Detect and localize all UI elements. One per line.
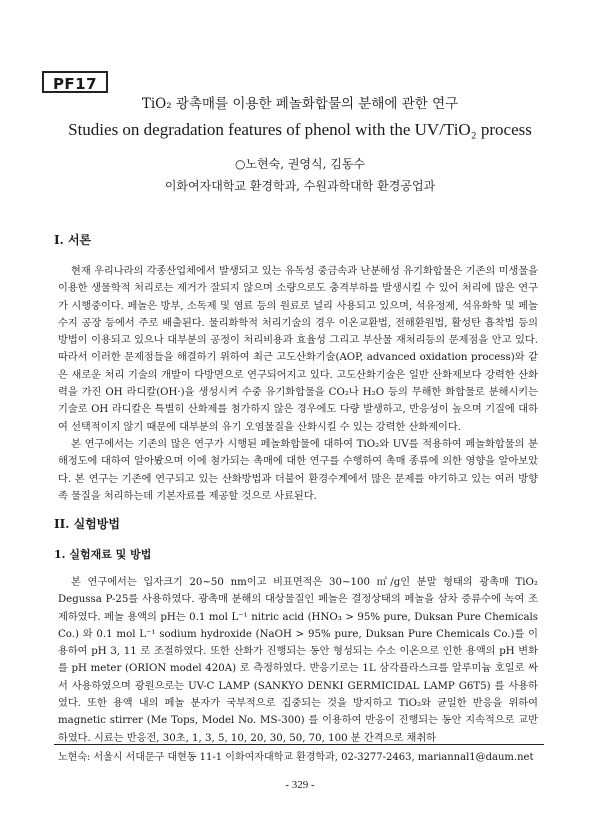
subsection-heading-materials: 1. 실험재료 및 방법 <box>54 548 152 561</box>
page-number: - 329 - <box>285 779 315 791</box>
title-english: Studies on degradation features of phenol with the UV/TiO₂ process <box>68 120 532 139</box>
intro-paragraph-1: 현재 우리나라의 각종산업체에서 발생되고 있는 유독성 중금속과 난분해성 유기화합물은 기존의 미생물을 이용한 생물학적 처리로는 제거가 잘되지 않으며 소량으로도 충격부하를 발생시킬 수 있어 처리에 많은 연구가 시행중이다. 페놀은 방부, 소독제 및 염료 등의 원료로 널리 사용되고 있으며, 석유정제, 석유화학 및 페놀수지 공장 등에서 주로 배출된다. 물리화학적 처리기술의 경우 이온교환법, 전해환원법, 활성탄 흡착법 등의 방법이 이용되고 있으나 대부분의 공정이 처리비용과 효율성 그리고 부산물 재처리등의 문제점을 안고 있다. 따라서 이러한 문제점들을 해결하기 위하여 최근 고도산화기술(AOP, advanced oxidation process)와 같은 새로운 처리 기술의 개발이 다방면으로 연구되어지고 있다. 고도산화기술은 일반 산화제보다 강력한 산화력을 가진 OH 라디칼(OH·)을 생성시켜 수중 유기화합물을 CO₂나 H₂O 등의 무해한 화합물로 분해시키는 기술로 OH 라디칼은 특별히 산화제를 첨가하지 않은 경우에도 다량 발생하고, 반응성이 높으며 기질에 대하여 선택적이지 않기 때문에 대부분의 유기 오염물질을 산화시킬 수 있는 강력한 산화제이다. <box>58 266 538 433</box>
section-heading-methods: II. 실험방법 <box>54 517 120 531</box>
intro-paragraph-2: 본 연구에서는 기존의 많은 연구가 시행된 페놀화합물에 대하여 TiO₂와 UV를 적용하여 페놀화합물의 분해정도에 대하여 알아봤으며 이에 첨가되는 촉매에 대한 연구를 수행하여 촉매 종류에 의한 영향을 알아보았다. 본 연구는 기존에 연구되고 있는 산화방법과 더불어 환경수계에서 많은 문제를 야기하고 있는 여러 방향족 물질을 처리하는데 기본자료를 제공할 것으로 사료된다. <box>58 439 538 502</box>
paper-id-badge: PF17 <box>42 71 108 93</box>
authors: ○노현숙, 권영식, 김동수 <box>234 157 366 171</box>
section-heading-intro: I. 서론 <box>54 233 92 247</box>
methods-paragraph-1: 본 연구에서는 입자크기 20~50 nm이고 비표면적은 30~100 ㎡/g인 분말 형태의 광촉매 TiO₂ Degussa P-25를 사용하였다. 광촉매 분해의 대상물질인 페놀은 결정상태의 페놀을 삼차 증류수에 녹여 조제하였다. 페놀 용액의 pH는 0.1 mol L⁻¹ nitric acid (HNO₃ > 95% pure, Duksan Pure Chemicals Co.) 와 0.1 mol L⁻¹ sodium hydroxide (NaOH > 95% pure, Duksan Pure Chemicals Co.)를 이용하여 pH 3, 11 로 조절하였다. 또한 산화가 진행되는 동안 형성되는 수소 이온으로 인한 용액의 pH 변화를 pH meter (ORION model 420A) 로 측정하였다. 반응기로는 1L 삼각플라스크를 알루미늄 호일로 싸서 사용하였으며 광원으로는 UV-C LAMP (SANKYO DENKI GERMICIDAL LAMP G6T5) 를 사용하였다. 또한 용액 내의 페놀 분자가 국부적으로 집중되는 것을 방지하고 TiO₂와 균일한 반응을 위하여 magnetic stirrer (Me Tops, Model No. MS-300) 를 이용하여 반응이 진행되는 동안 지속적으로 교반하였다. 시료는 반응전, 30초, 1, 3, 5, 10, 20, 30, 50, 70, 100 분 간격으로 채취하 <box>58 577 538 744</box>
affiliation: 이화여자대학교 환경학과, 수원과학대학 환경공업과 <box>164 179 436 193</box>
title-korean: TiO₂ 광촉매를 이용한 페놀화합물의 분해에 관한 연구 <box>141 96 459 112</box>
footnote: 노현숙: 서울시 서대문구 대현동 11-1 이화여자대학교 환경학과, 02-3277-2463, mariannal1@daum.net <box>58 752 534 763</box>
footnote-divider <box>54 744 544 745</box>
